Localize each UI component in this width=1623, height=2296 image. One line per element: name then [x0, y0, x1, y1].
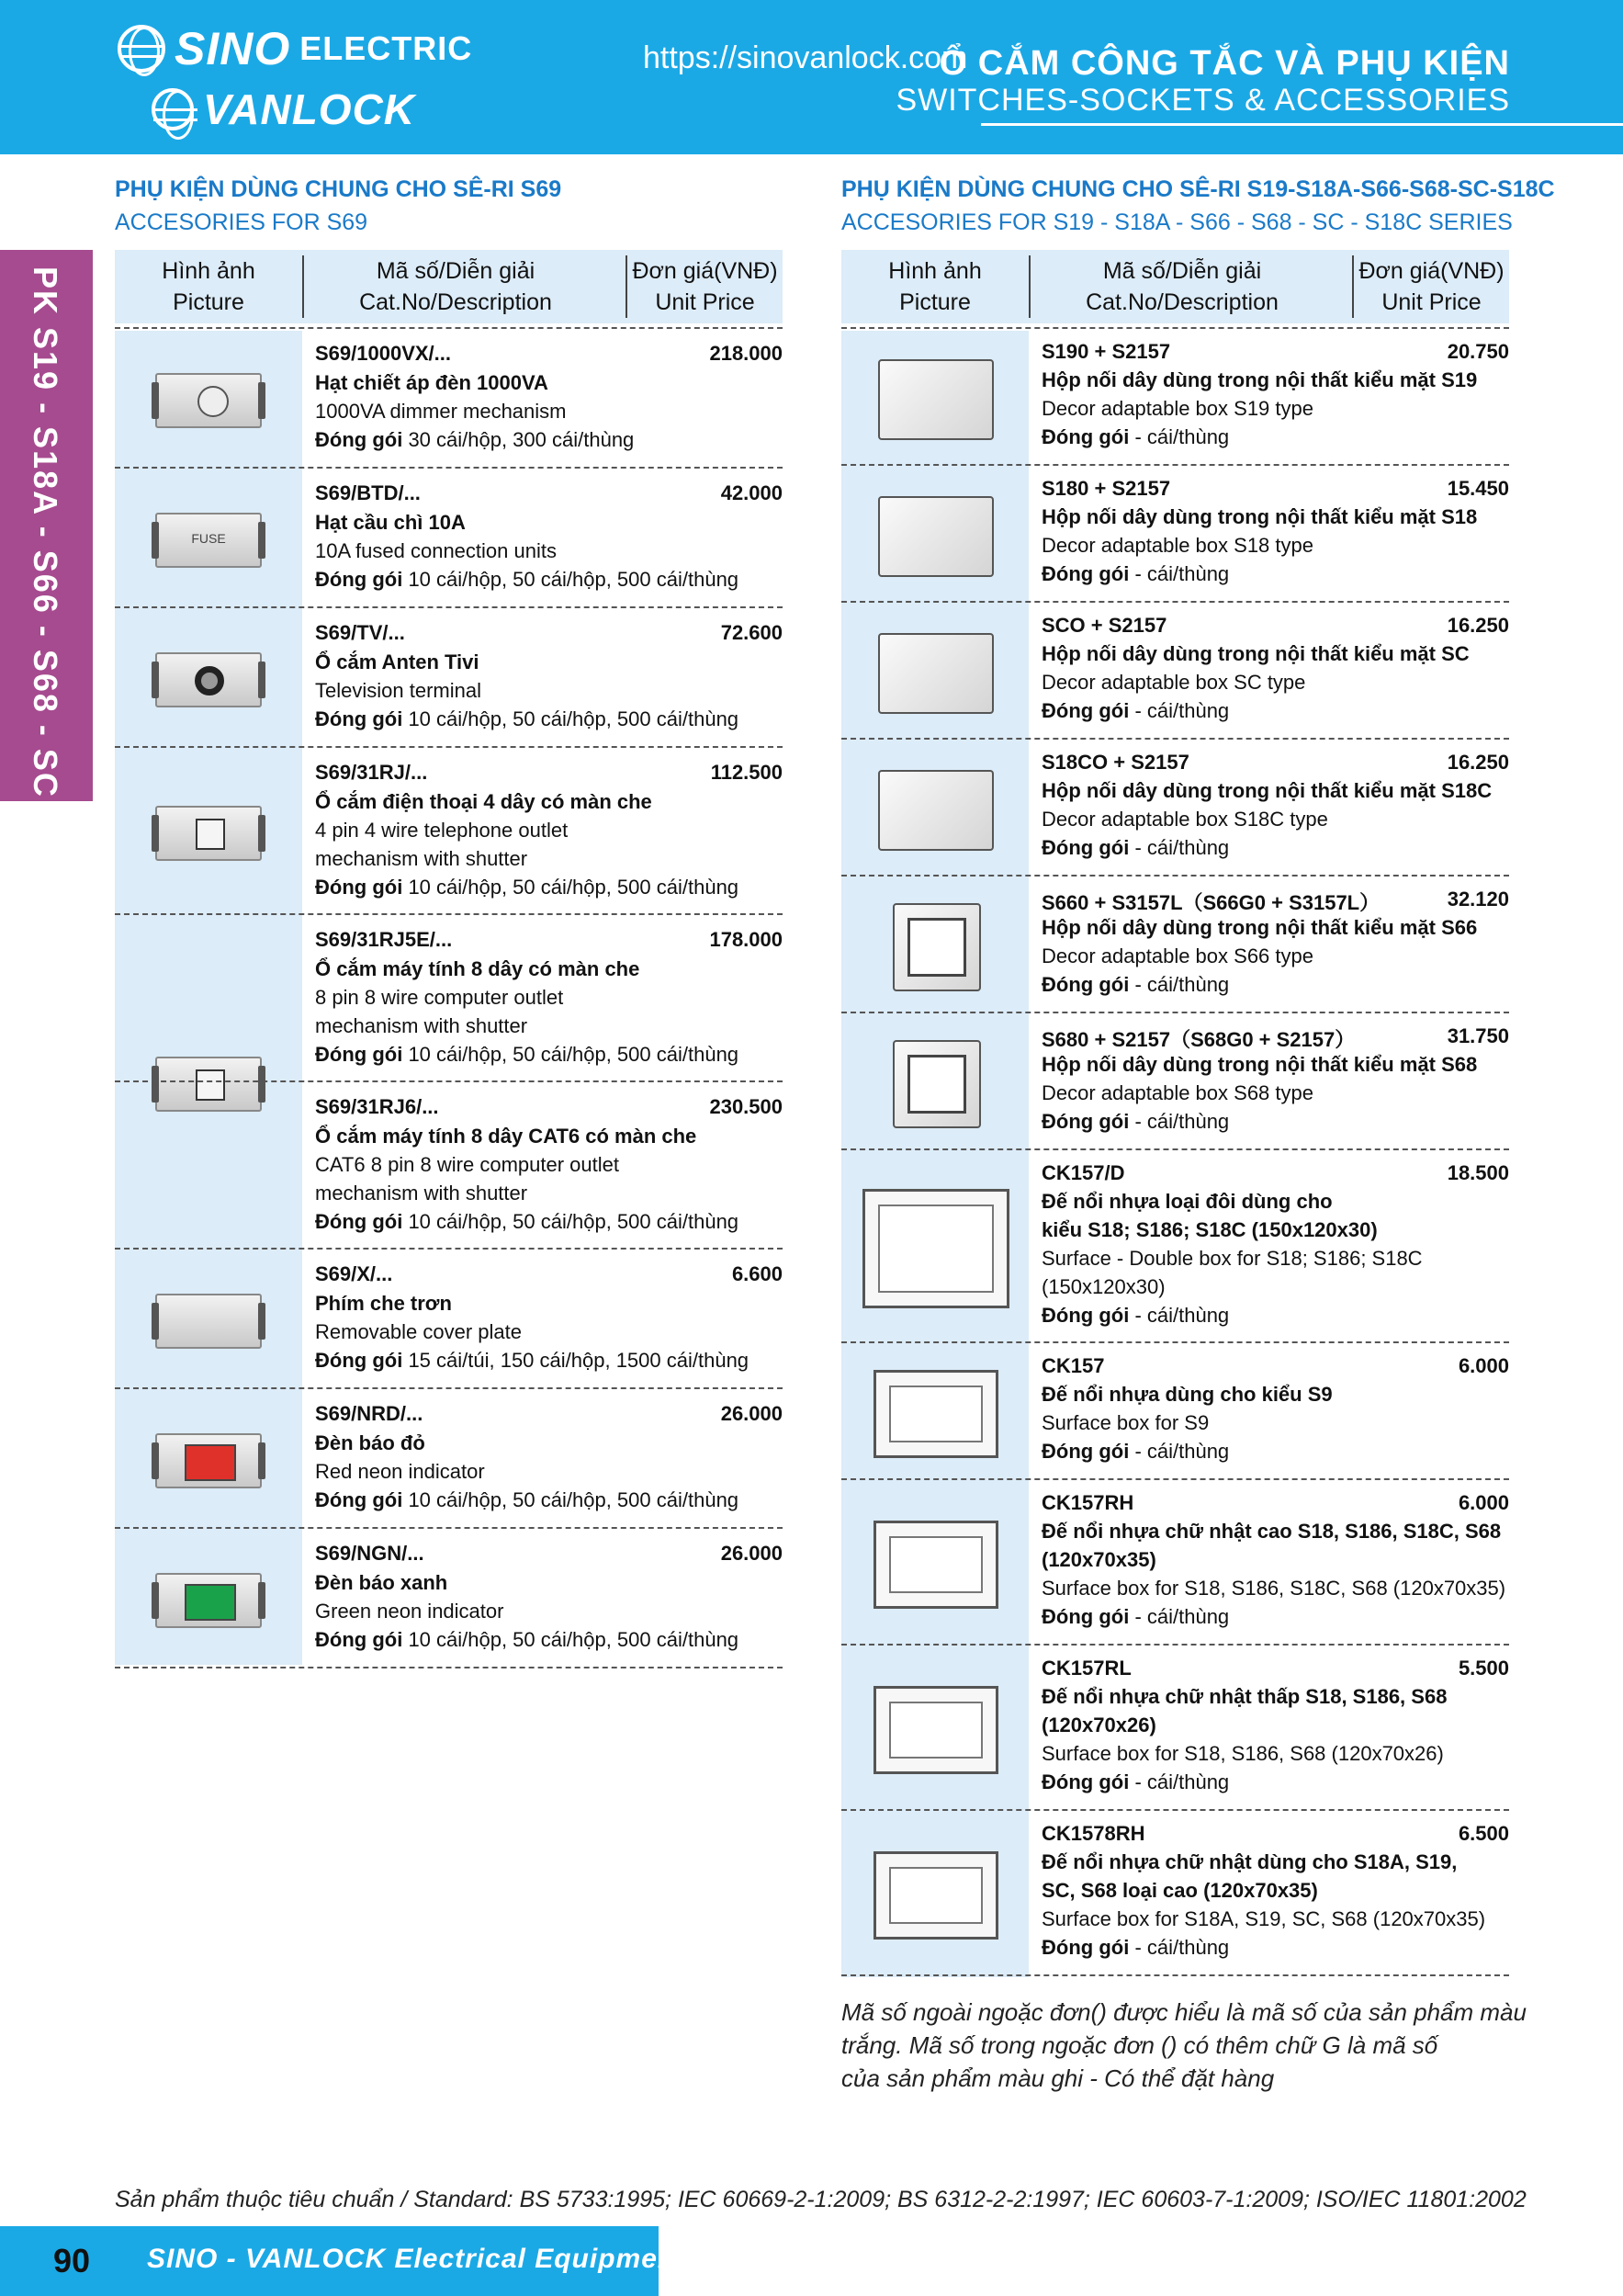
frame-opening-icon [907, 918, 966, 977]
packing-label: Đóng gói [315, 1349, 403, 1372]
header-price-en: Unit Price [655, 289, 755, 315]
packing-label: Đóng gói [1042, 1770, 1130, 1793]
item-packing [1042, 836, 1229, 860]
product-image [155, 1057, 262, 1112]
page-header [0, 0, 1623, 154]
item-name: Đế nổi nhựa dùng cho kiểu S9 [1042, 1383, 1333, 1406]
item-name: Ổ cắm máy tính 8 dây có màn che [315, 957, 640, 980]
item-packing [1042, 1605, 1229, 1629]
packing-label: Đóng gói [1042, 1110, 1130, 1133]
header-price-en: Unit Price [1381, 289, 1482, 315]
packing-value: 10 cái/hộp, 50 cái/hộp, 500 cái/thùng [408, 1488, 739, 1511]
product-image [155, 513, 262, 568]
item-packing [315, 1210, 738, 1234]
header-desc-vn: Mã số/Diễn giải [376, 258, 535, 284]
packing-label: Đóng gói [1042, 1440, 1130, 1463]
row-divider [841, 1341, 1509, 1343]
item-description: 10A fused connection units [315, 539, 557, 562]
row-divider [115, 1080, 783, 1082]
packing-label: Đóng gói [315, 428, 403, 451]
product-image [155, 373, 262, 428]
item-packing [1042, 973, 1229, 997]
row-divider [841, 1974, 1509, 1976]
item-description: Decor adaptable box S18C type [1042, 808, 1328, 831]
packing-label: Đóng gói [315, 568, 403, 591]
item-price: 16.250 [1447, 751, 1509, 774]
item-name: Phím che trơn [315, 1292, 452, 1315]
header-desc-en: Cat.No/Description [359, 289, 552, 315]
row-divider [841, 1148, 1509, 1150]
right-product-table [841, 250, 1509, 1977]
item-description: Decor adaptable box SC type [1042, 671, 1306, 694]
packing-value: 10 cái/hộp, 50 cái/hộp, 500 cái/thùng [408, 707, 739, 730]
item-code: S69/NRD/... [315, 1402, 423, 1425]
item-code: S69/1000VX/... [315, 342, 451, 365]
packing-label: Đóng gói [1042, 973, 1130, 996]
item-price: 6.500 [1458, 1822, 1509, 1845]
sino-logo [118, 22, 472, 75]
header-price [1354, 255, 1509, 318]
item-price: 20.750 [1447, 340, 1509, 363]
right-section-subtitle: ACCESORIES FOR S19 - S18A - S66 - S68 - SC - S18C SERIES [841, 209, 1513, 235]
item-price: 6.000 [1458, 1354, 1509, 1377]
item-description: Green neon indicator [315, 1600, 504, 1623]
item-code: CK157RL [1042, 1657, 1132, 1680]
item-name: Hộp nối dây dùng trong nội thất kiểu mặt S19 [1042, 368, 1478, 391]
product-image [155, 1433, 262, 1488]
row-divider [841, 327, 1509, 329]
row-divider [841, 1478, 1509, 1480]
item-packing [1042, 1440, 1229, 1464]
item-description: Surface box for S18A, S19, SC, S68 (120x70x35) [1042, 1907, 1486, 1930]
item-packing [1042, 1936, 1229, 1960]
packing-value: - cái/thùng [1134, 425, 1230, 448]
packing-label: Đóng gói [315, 1043, 403, 1066]
item-code: S69/31RJ5E/... [315, 928, 453, 951]
item-packing [315, 1043, 738, 1067]
dimmer-knob-icon [197, 386, 229, 417]
item-packing [315, 568, 738, 592]
packing-value: - cái/thùng [1134, 1936, 1230, 1959]
packing-label: Đóng gói [315, 1488, 403, 1511]
item-description: Television terminal [315, 679, 481, 702]
item-code: S69/X/... [315, 1262, 393, 1285]
item-description: CAT6 8 pin 8 wire computer outlet [315, 1153, 619, 1176]
row-divider [841, 1809, 1509, 1811]
item-code: S69/NGN/... [315, 1542, 424, 1565]
item-price: 15.450 [1447, 477, 1509, 500]
frame-inner-icon [889, 1867, 983, 1924]
header-desc-en: Cat.No/Description [1086, 289, 1279, 315]
tv-socket-icon [195, 666, 224, 696]
row-divider [115, 1667, 783, 1668]
row-divider [115, 913, 783, 915]
item-name: Hộp nối dây dùng trong nội thất kiểu mặt SC [1042, 642, 1470, 665]
item-name: Hộp nối dây dùng trong nội thất kiểu mặt S18C [1042, 779, 1493, 802]
item-description: Decor adaptable box S19 type [1042, 397, 1313, 420]
brand-electric: ELECTRIC [299, 29, 473, 67]
item-packing [1042, 562, 1229, 586]
item-description: mechanism with shutter [315, 1014, 528, 1037]
item-name: Đế nổi nhựa chữ nhật dùng cho S18A, S19, [1042, 1850, 1458, 1873]
vanlock-logo [152, 85, 415, 134]
item-price: 72.600 [720, 621, 783, 644]
item-packing [1042, 1110, 1229, 1134]
product-image [878, 496, 994, 577]
green-lamp-icon [185, 1584, 236, 1621]
fuse-label: FUSE [191, 531, 226, 546]
packing-label: Đóng gói [1042, 699, 1130, 722]
item-packing [1042, 425, 1229, 449]
header-desc-vn: Mã số/Diễn giải [1102, 258, 1262, 284]
item-name: (120x70x35) [1042, 1548, 1156, 1571]
row-divider [115, 606, 783, 608]
rj-port-icon [196, 819, 225, 850]
product-image [873, 1370, 998, 1458]
item-code: S660 + S3157L（S66G0 + S3157L） [1042, 891, 1381, 914]
item-price: 18.500 [1447, 1161, 1509, 1184]
item-price: 6.000 [1458, 1491, 1509, 1514]
item-price: 112.500 [710, 761, 783, 784]
header-picture-vn: Hình ảnh [888, 258, 982, 284]
brand-vanlock: VANLOCK [203, 85, 416, 133]
item-name: Hộp nối dây dùng trong nội thất kiểu mặt S18 [1042, 505, 1478, 528]
item-name: Ổ cắm Anten Tivi [315, 650, 479, 673]
item-name: Đèn báo xanh [315, 1571, 448, 1594]
header-picture-en: Picture [173, 289, 244, 315]
item-name: Hạt chiết áp đèn 1000VA [315, 371, 548, 394]
website-url[interactable]: https://sinovanlock.com [643, 40, 968, 75]
packing-value: - cái/thùng [1134, 973, 1230, 996]
packing-value: - cái/thùng [1134, 1605, 1230, 1628]
product-image [155, 806, 262, 861]
item-price: 42.000 [720, 481, 783, 504]
product-image [873, 1686, 998, 1774]
color-note [841, 1996, 1527, 2095]
frame-inner-icon [889, 1536, 983, 1593]
item-price: 230.500 [709, 1095, 783, 1118]
product-image [873, 1521, 998, 1609]
item-code: S180 + S2157 [1042, 477, 1171, 500]
item-price: 16.250 [1447, 614, 1509, 637]
globe-icon [152, 88, 194, 130]
item-name: Đế nổi nhựa chữ nhật cao S18, S186, S18C, S68 [1042, 1520, 1502, 1543]
packing-value: - cái/thùng [1134, 836, 1230, 859]
item-name: Ổ cắm điện thoại 4 dây có màn che [315, 790, 652, 813]
item-packing [315, 876, 738, 899]
item-description: (150x120x30) [1042, 1275, 1166, 1298]
product-image [878, 633, 994, 714]
item-code: S69/TV/... [315, 621, 405, 644]
item-code: S18CO + S2157 [1042, 751, 1189, 774]
item-price: 5.500 [1458, 1657, 1509, 1680]
right-section-title: PHỤ KIỆN DÙNG CHUNG CHO SÊ-RI S19-S18A-S66-S68-SC-S18C [841, 176, 1555, 202]
item-price: 32.120 [1447, 888, 1509, 910]
item-code: S69/31RJ/... [315, 761, 428, 784]
item-name: Đế nổi nhựa chữ nhật thấp S18, S186, S68 [1042, 1685, 1448, 1708]
packing-value: - cái/thùng [1134, 1440, 1230, 1463]
item-code: SCO + S2157 [1042, 614, 1167, 637]
item-name: Đế nổi nhựa loại đôi dùng cho [1042, 1190, 1333, 1213]
packing-value: - cái/thùng [1134, 1304, 1230, 1327]
frame-inner-icon [878, 1205, 994, 1293]
packing-value: 10 cái/hộp, 50 cái/hộp, 500 cái/thùng [408, 568, 739, 591]
item-price: 218.000 [709, 342, 783, 365]
note-line: Mã số ngoài ngoặc đơn() được hiểu là mã số của sản phẩm màu [841, 1998, 1527, 2026]
product-image [893, 903, 981, 991]
row-divider [115, 1387, 783, 1389]
item-packing [315, 1628, 738, 1652]
item-name: Ổ cắm máy tính 8 dây CAT6 có màn che [315, 1125, 697, 1148]
packing-value: 30 cái/hộp, 300 cái/thùng [408, 428, 635, 451]
item-description: Decor adaptable box S68 type [1042, 1081, 1313, 1104]
item-packing [1042, 1770, 1229, 1794]
product-image [878, 770, 994, 851]
item-name: SC, S68 loại cao (120x70x35) [1042, 1879, 1318, 1902]
left-product-table [115, 250, 783, 1665]
row-divider [841, 1012, 1509, 1013]
packing-value: - cái/thùng [1134, 562, 1230, 585]
packing-label: Đóng gói [315, 876, 403, 899]
row-divider [841, 875, 1509, 877]
item-description: 8 pin 8 wire computer outlet [315, 986, 564, 1009]
item-description: Decor adaptable box S66 type [1042, 944, 1313, 967]
item-description: Removable cover plate [315, 1320, 523, 1343]
item-price: 26.000 [720, 1542, 783, 1565]
packing-label: Đóng gói [315, 1628, 403, 1651]
item-code: CK157 [1042, 1354, 1105, 1377]
header-picture [841, 255, 1029, 318]
packing-value: - cái/thùng [1134, 1110, 1230, 1133]
item-description: Surface box for S18, S186, S18C, S68 (120x70x35) [1042, 1577, 1506, 1600]
packing-value: 10 cái/hộp, 50 cái/hộp, 500 cái/thùng [408, 1043, 739, 1066]
item-price: 178.000 [709, 928, 783, 951]
header-description [304, 255, 607, 318]
packing-value: 10 cái/hộp, 50 cái/hộp, 500 cái/thùng [408, 1628, 739, 1651]
page-number: 90 [53, 2242, 91, 2279]
header-price-vn: Đơn giá(VNĐ) [1358, 258, 1505, 284]
item-packing [315, 1349, 749, 1373]
item-code: CK157/D [1042, 1161, 1125, 1184]
row-divider [115, 327, 783, 329]
side-tab-label: PK S19 - S18A - S66 - S68 - SC - S18C [27, 266, 64, 923]
globe-icon [118, 25, 165, 73]
brand-sino: SINO [175, 23, 291, 74]
product-image [878, 359, 994, 440]
title-divider [981, 123, 1623, 126]
item-description: Surface box for S18, S186, S68 (120x70x26) [1042, 1742, 1444, 1765]
header-picture-vn: Hình ảnh [162, 258, 255, 284]
item-code: S190 + S2157 [1042, 340, 1171, 363]
packing-label: Đóng gói [1042, 836, 1130, 859]
item-description: 1000VA dimmer mechanism [315, 400, 567, 423]
item-description: Surface - Double box for S18; S186; S18C [1042, 1247, 1423, 1270]
item-name: Hạt cầu chì 10A [315, 511, 466, 534]
packing-value: - cái/thùng [1134, 1770, 1230, 1793]
row-divider [115, 1527, 783, 1529]
item-description: mechanism with shutter [315, 1182, 528, 1205]
item-description: mechanism with shutter [315, 847, 528, 870]
row-divider [115, 467, 783, 469]
item-name: kiểu S18; S186; S18C (150x120x30) [1042, 1218, 1378, 1241]
frame-inner-icon [889, 1386, 983, 1442]
packing-label: Đóng gói [1042, 1936, 1130, 1959]
packing-label: Đóng gói [1042, 562, 1130, 585]
item-description: 4 pin 4 wire telephone outlet [315, 819, 569, 842]
item-packing [1042, 1304, 1229, 1328]
item-packing [315, 428, 634, 452]
packing-label: Đóng gói [315, 1210, 403, 1233]
row-divider [841, 601, 1509, 603]
item-code: CK1578RH [1042, 1822, 1145, 1845]
item-packing [1042, 699, 1229, 723]
product-image [155, 1573, 262, 1628]
item-code: S69/31RJ6/... [315, 1095, 439, 1118]
left-section-subtitle: ACCESORIES FOR S69 [115, 209, 368, 235]
product-image [873, 1851, 998, 1940]
packing-value: 10 cái/hộp, 50 cái/hộp, 500 cái/thùng [408, 876, 739, 899]
frame-inner-icon [889, 1702, 983, 1759]
row-divider [841, 1644, 1509, 1646]
packing-label: Đóng gói [1042, 425, 1130, 448]
note-line: trắng. Mã số trong ngoặc đơn () có thêm chữ G là mã số [841, 2031, 1438, 2059]
row-divider [115, 746, 783, 748]
rj-port-icon [196, 1069, 225, 1101]
left-section-title: PHỤ KIỆN DÙNG CHUNG CHO SÊ-RI S69 [115, 176, 562, 202]
footer-text: SINO - VANLOCK Electrical Equipment [147, 2244, 686, 2274]
header-price [627, 255, 783, 318]
item-description: Red neon indicator [315, 1460, 485, 1483]
packing-value: 15 cái/túi, 150 cái/hộp, 1500 cái/thùng [408, 1349, 750, 1372]
item-price: 26.000 [720, 1402, 783, 1425]
row-divider [841, 464, 1509, 466]
row-divider [115, 1248, 783, 1250]
packing-label: Đóng gói [315, 707, 403, 730]
note-line: của sản phẩm màu ghi - Có thể đặt hàng [841, 2064, 1275, 2092]
standards-text: Sản phẩm thuộc tiêu chuẩn / Standard: BS 5733:1995; IEC 60669-2-1:2009; BS 6312-2-2:1997; IEC 60603-7-1:2009; ISO/IEC 11801:2002 [115, 2187, 1527, 2212]
frame-opening-icon [907, 1055, 966, 1114]
product-image [155, 1294, 262, 1349]
item-code: S680 + S2157（S68G0 + S2157） [1042, 1028, 1356, 1051]
item-description: Surface box for S9 [1042, 1411, 1210, 1434]
item-price: 6.600 [731, 1262, 783, 1285]
packing-label: Đóng gói [1042, 1605, 1130, 1628]
packing-value: - cái/thùng [1134, 699, 1230, 722]
header-price-vn: Đơn giá(VNĐ) [632, 258, 778, 284]
product-image [155, 652, 262, 707]
page-title-vn: Ổ CẮM CÔNG TẮC VÀ PHỤ KIỆN [939, 44, 1510, 83]
item-name: Hộp nối dây dùng trong nội thất kiểu mặt S68 [1042, 1053, 1478, 1076]
item-packing [315, 1488, 738, 1512]
product-image [893, 1040, 981, 1128]
packing-value: 10 cái/hộp, 50 cái/hộp, 500 cái/thùng [408, 1210, 739, 1233]
item-code: S69/BTD/... [315, 481, 421, 504]
header-description [1031, 255, 1334, 318]
item-name: Đèn báo đỏ [315, 1431, 425, 1454]
item-packing [315, 707, 738, 731]
item-description: Decor adaptable box S18 type [1042, 534, 1313, 557]
product-image [862, 1189, 1009, 1308]
item-name: (120x70x26) [1042, 1714, 1156, 1736]
item-name: Hộp nối dây dùng trong nội thất kiểu mặt S66 [1042, 916, 1478, 939]
header-picture [115, 255, 302, 318]
item-price: 31.750 [1447, 1024, 1509, 1047]
item-code: CK157RH [1042, 1491, 1134, 1514]
row-divider [841, 738, 1509, 740]
page-title-en: SWITCHES-SOCKETS & ACCESSORIES [896, 83, 1510, 118]
red-lamp-icon [185, 1444, 236, 1481]
header-picture-en: Picture [899, 289, 971, 315]
packing-label: Đóng gói [1042, 1304, 1130, 1327]
